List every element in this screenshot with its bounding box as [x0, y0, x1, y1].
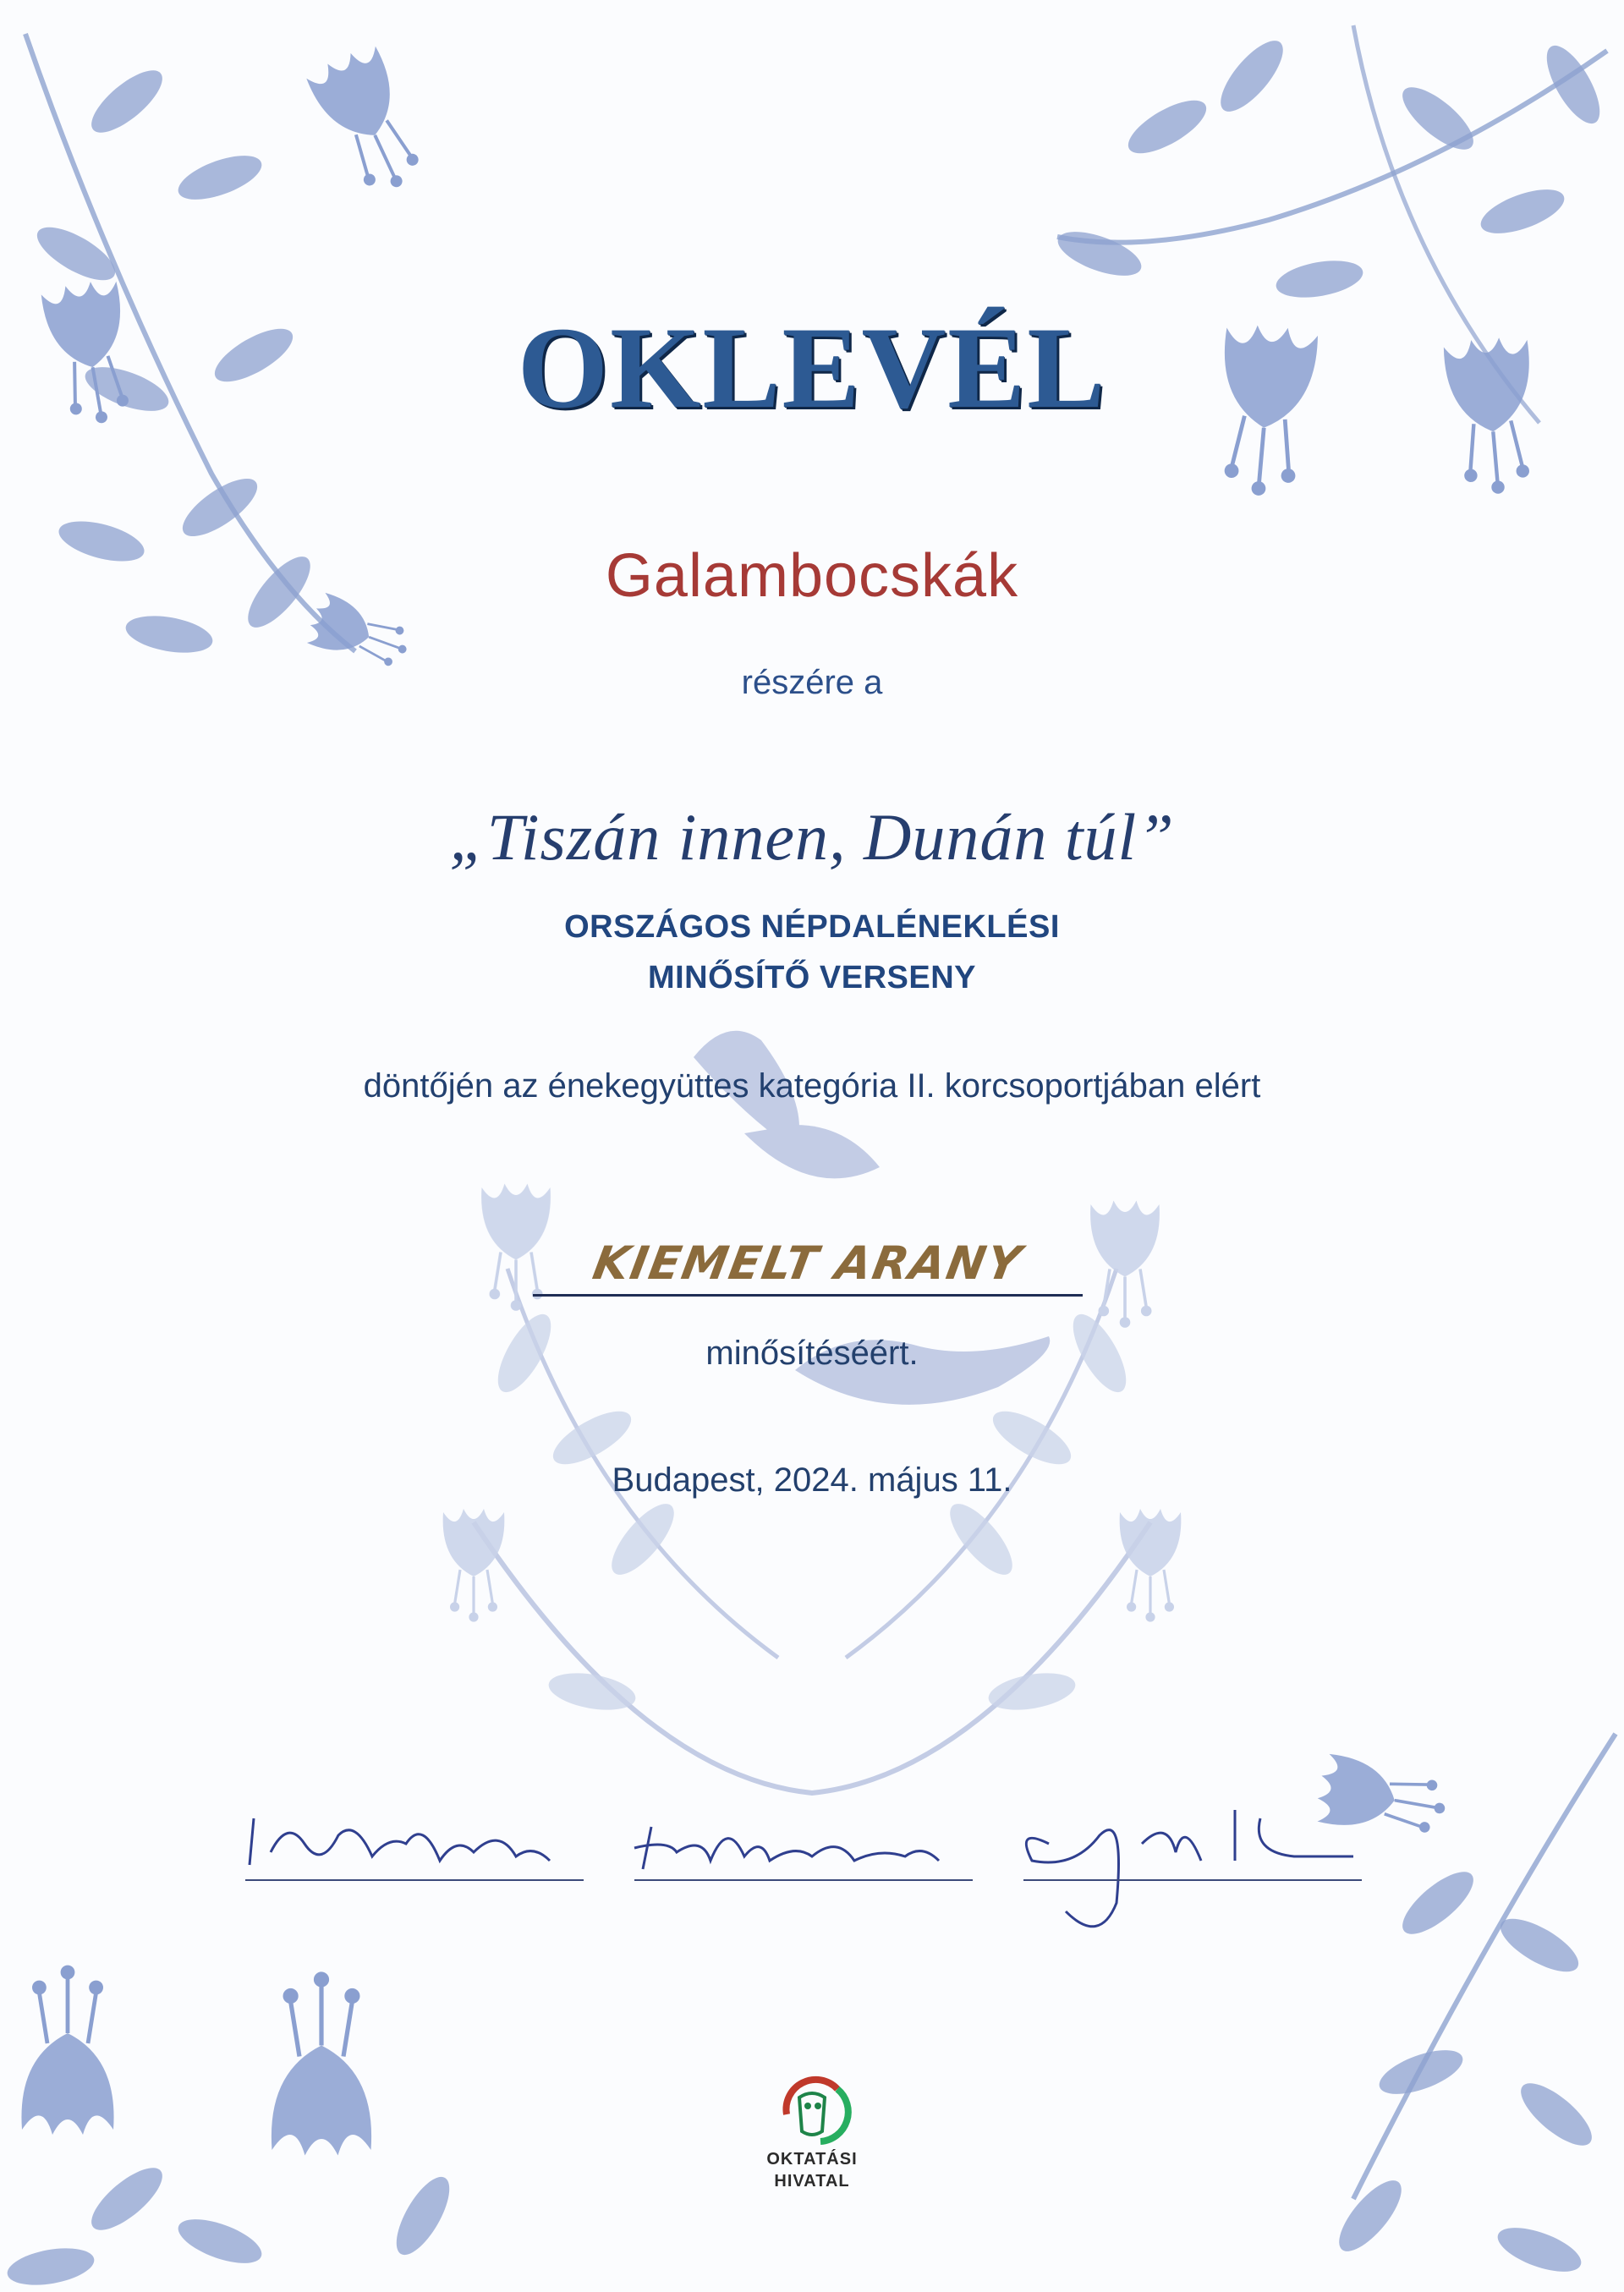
for-text: részére a [741, 664, 883, 701]
logo-text [0, 2148, 1624, 2192]
owl-logo-icon [770, 2064, 854, 2148]
grade-label: minősítéséért. [705, 1335, 919, 1372]
signature-1 [250, 1818, 550, 1865]
competition-name: „Tiszán innen, Dunán túl” [449, 800, 1175, 874]
place-date: Budapest, 2024. május 11. [612, 1461, 1012, 1499]
grade-handwritten: KIEMELT ARANY [589, 1236, 1027, 1290]
competition-line-1: ORSZÁGOS NÉPDALÉNEKLÉSI [564, 909, 1060, 945]
competition-line-2: MINŐSÍTŐ VERSENY [647, 960, 977, 995]
signature-line-2 [634, 1879, 973, 1881]
signature-2 [634, 1827, 939, 1869]
certificate-title: OKLEVÉL [517, 303, 1107, 432]
signature-3 [1026, 1810, 1353, 1927]
recipient-name: Galambocskák [605, 542, 1019, 610]
signature-line-1 [245, 1879, 584, 1881]
signature-line-3 [1023, 1879, 1362, 1881]
final-text: döntőjén az énekegyüttes kategória II. korcsoportjában elért [363, 1067, 1261, 1105]
logo-line-1: OKTATÁSI [766, 2150, 858, 2169]
logo-line-2: HIVATAL [774, 2172, 850, 2191]
grade-underline [533, 1294, 1083, 1297]
